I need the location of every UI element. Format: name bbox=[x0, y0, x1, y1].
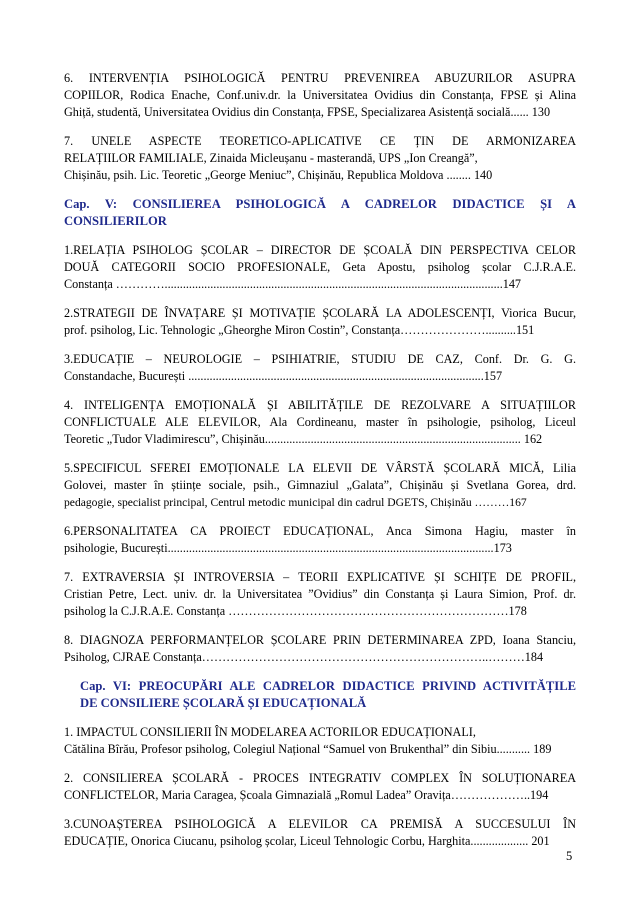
toc-line: psihologie, București...........................................................................................................173 bbox=[64, 541, 512, 555]
toc-line: 8. DIAGNOZA PERFORMANȚELOR ȘCOLARE PRIN DETERMINAREA ZPD, Ioana Stanciu, bbox=[64, 633, 576, 647]
toc-line: RELAȚIILOR FAMILIALE, Zinaida Micleușanu - masterandă, UPS „Ion Creangă”, bbox=[64, 151, 478, 165]
page-number: 5 bbox=[566, 849, 573, 863]
toc-line: EDUCAȚIE, Onorica Ciucanu, psiholog școlar, Liceul Tehnologic Corbu, Harghita................... 201 bbox=[64, 834, 550, 848]
toc-entry-3-cunoasterea[interactable] bbox=[64, 816, 576, 850]
toc-line: Cătălina Bîrău, Profesor psiholog, Colegiul Național “Samuel von Brukenthal” din Sibiu........... 189 bbox=[64, 742, 552, 756]
toc-entry-4-inteligenta[interactable] bbox=[64, 397, 576, 448]
toc-entry-7-aspecte[interactable] bbox=[64, 133, 576, 184]
toc-line: COPIILOR, Rodica Enache, Conf.univ.dr. la Universitatea Ovidius din Constanța, FPSE și Alina bbox=[64, 88, 576, 102]
toc-entry-5-specificul[interactable] bbox=[64, 460, 576, 511]
toc-line: Teoretic „Tudor Vladimirescu”, Chișinău.................................................................................... 162 bbox=[64, 432, 543, 446]
toc-line: pedagogie, specialist principal, Centrul metodic municipal din cadrul DGETS, Chișinău ………167 bbox=[64, 496, 527, 509]
toc-line: 7. EXTRAVERSIA ȘI INTROVERSIA – TEORII EXPLICATIVE ȘI SCHIȚE DE PROFIL, bbox=[64, 570, 576, 584]
toc-line: 5.SPECIFICUL SFEREI EMOȚIONALE LA ELEVII DE VÂRSTĂ ȘCOLARĂ MICĂ, Lilia bbox=[64, 461, 576, 475]
toc-entry-8-diagnoza[interactable] bbox=[64, 632, 576, 666]
toc-line: 4. INTELIGENȚA EMOȚIONALĂ ȘI ABILITĂȚILE DE REZOLVARE A SITUAȚIILOR bbox=[64, 398, 576, 412]
toc-line: DOUĂ CATEGORII SOCIO PROFESIONALE, Geta Apostu, psiholog școlar C.J.R.A.E. bbox=[64, 260, 576, 274]
chapter-line: DE CONSILIERE ȘCOLARĂ ȘI EDUCAȚIONALĂ bbox=[80, 696, 367, 710]
toc-entry-1-relatia[interactable] bbox=[64, 242, 576, 293]
toc-entry-7-extraversia[interactable] bbox=[64, 569, 576, 620]
toc-line: Chișinău, psih. Lic. Teoretic „George Meniuc”, Chișinău, Republica Moldova ........ 140 bbox=[64, 168, 493, 182]
toc-line: 2.STRATEGII DE ÎNVAȚARE ȘI MOTIVAȚIE ȘCOLARĂ LA ADOLESCENȚI, Viorica Bucur, bbox=[64, 306, 576, 320]
toc-entry-2-consilierea[interactable] bbox=[64, 770, 576, 804]
toc-line: Cristian Petre, Lect. univ. dr. la Universitatea ”Ovidius” din Constanța și Laura Simion, Prof. dr. bbox=[64, 587, 576, 601]
chapter-heading-vi[interactable] bbox=[64, 678, 576, 712]
toc-line: 6.PERSONALITATEA CA PROIECT EDUCAȚIONAL, Anca Simona Hagiu, master în bbox=[64, 524, 576, 538]
toc-line: Golovei, master în științe sociale, psih., Gimnaziul „Galata”, Chișinău și Svetlana Gorea, drd. bbox=[64, 478, 576, 492]
chapter-heading-v[interactable] bbox=[64, 196, 576, 230]
toc-line: Ghiță, studentă, Universitatea Ovidius din Constanța, FPSE, Specializarea Asistență socială...... 130 bbox=[64, 105, 551, 119]
chapter-line: Cap. V: CONSILIEREA PSIHOLOGICĂ A CADRELOR DIDACTICE ȘI A bbox=[64, 197, 576, 211]
toc-entry-6-interventia[interactable] bbox=[64, 70, 576, 121]
toc-entry-2-strategii[interactable] bbox=[64, 305, 576, 339]
chapter-line: Cap. VI: PREOCUPĂRI ALE CADRELOR DIDACTICE PRIVIND ACTIVITĂȚILE bbox=[80, 679, 576, 693]
toc-line: 1. IMPACTUL CONSILIERII ÎN MODELAREA ACTORILOR EDUCAȚIONALI, bbox=[64, 725, 476, 739]
toc-line: 3.CUNOAȘTEREA PSIHOLOGICĂ A ELEVILOR CA PREMISĂ A SUCCESULUI ÎN bbox=[64, 817, 576, 831]
toc-line: psiholog la C.J.R.A.E. Constanța ……………………………………………………………178 bbox=[64, 604, 527, 618]
toc-line: 3.EDUCAȚIE – NEUROLOGIE – PSIHIATRIE, STUDIU DE CAZ, Conf. Dr. G. G. bbox=[64, 352, 576, 366]
toc-line: prof. psiholog, Lic. Tehnologic „Gheorghe Miron Costin”, Constanța…………………..........151 bbox=[64, 323, 535, 337]
toc-line: Constanța …………...............................................................................................................147 bbox=[64, 277, 522, 291]
toc-line: CONFLICTELOR, Maria Caragea, Școala Gimnazială „Romul Ladea” Oravița………………..194 bbox=[64, 788, 549, 802]
toc-line: CONFLICTUALE ALE ELEVILOR, Ala Cordineanu, master în psihologie, psiholog, Liceul bbox=[64, 415, 576, 429]
table-of-contents bbox=[64, 70, 576, 862]
toc-line: 1.RELAȚIA PSIHOLOG ȘCOLAR – DIRECTOR DE ȘCOALĂ DIN PERSPECTIVA CELOR bbox=[64, 243, 576, 257]
toc-entry-3-educatie[interactable] bbox=[64, 351, 576, 385]
toc-line: 7. UNELE ASPECTE TEORETICO-APLICATIVE CE ȚIN DE ARMONIZAREA bbox=[64, 134, 576, 148]
toc-line: 2. CONSILIEREA ȘCOLARĂ - PROCES INTEGRATIV COMPLEX ÎN SOLUȚIONAREA bbox=[64, 771, 576, 785]
chapter-line: CONSILIERILOR bbox=[64, 214, 167, 228]
toc-line: Psiholog, CJRAE Constanța……………………………………………………………..………184 bbox=[64, 650, 544, 664]
toc-line: Constandache, București .................................................................................................157 bbox=[64, 369, 503, 383]
toc-entry-6-personalitatea[interactable] bbox=[64, 523, 576, 557]
toc-line: 6. INTERVENȚIA PSIHOLOGICĂ PENTRU PREVENIREA ABUZURILOR ASUPRA bbox=[64, 71, 576, 85]
toc-entry-1-impactul[interactable] bbox=[64, 724, 576, 758]
